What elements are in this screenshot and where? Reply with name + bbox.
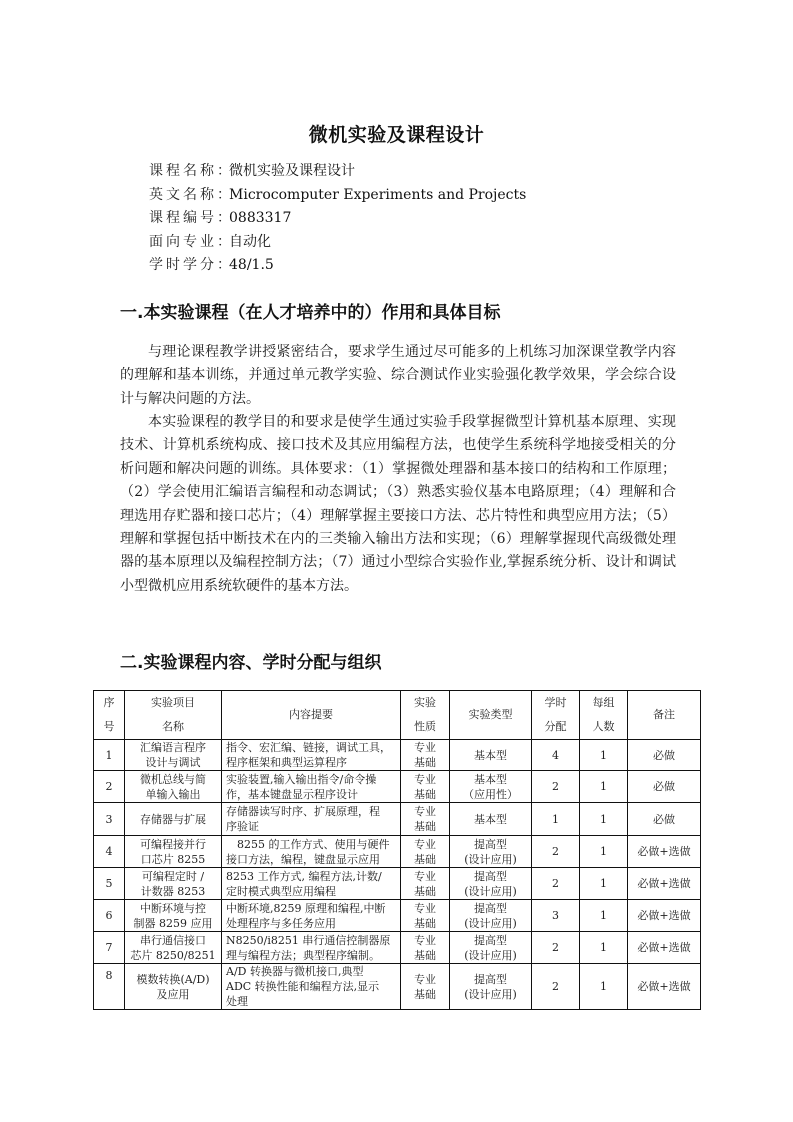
table-row [94,771,701,803]
row-hours: 2 [532,932,580,964]
info-course-name [149,160,526,184]
header-no: 序 号 [94,691,125,740]
row-nature: 专业 基础 [401,900,450,932]
header-nature: 实验 性质 [401,691,450,740]
row-name: 模数转换(A/D) 及应用 [125,964,222,1010]
header-name: 实验项目 名称 [125,691,222,740]
row-nature: 专业 基础 [401,932,450,964]
row-no: 6 [94,900,125,932]
row-no: 5 [94,868,125,900]
row-no: 4 [94,836,125,868]
table-row [94,868,701,900]
row-nature: 专业 基础 [401,803,450,836]
document-title: 微机实验及课程设计 [308,124,485,146]
info-label: 课程编号： [149,210,234,226]
info-value: 自动化 [229,233,271,250]
row-nature: 专业 基础 [401,740,450,771]
row-name: 存储器与扩展 [125,803,222,836]
row-nature: 专业 基础 [401,836,450,868]
row-remark: 必做+选做 [628,900,701,932]
info-value: 48/1.5 [229,257,274,273]
row-name: 汇编语言程序 设计与调试 [125,740,222,771]
row-content: 中断环境,8259 原理和编程,中断 处理程序与多任务应用 [222,900,401,932]
header-content: 内容提要 [222,691,401,740]
row-remark: 必做+选做 [628,836,701,868]
row-group: 1 [580,932,628,964]
header-hours: 学时 分配 [532,691,580,740]
row-hours: 2 [532,868,580,900]
paragraph-2: 本实验课程的教学目的和要求是使学生通过实验手段掌握微型计算机基本原理、实现技术、计算机系统构成、接口技术及其应用编程方法，也使学生系统科学地接受相关的分析问题和解决问题的训练。具体要求：（1）掌握微处理器和基本接口的结构和工作原理；（2）学会使用汇编语言编程和动态调试；（3）熟悉实验仪基本电路原理；（4）理解和合理选用存贮器和接口芯片；（4）理解掌握主要接口方法、芯片特性和典型应用方法；（5）理解和掌握包括中断技术在内的三类输入输出方法和实现；（6）理解掌握现代高级微处理器的基本原理以及编程控制方法；（7）通过小型综合实验作业,掌握系统分析、设计和调试小型微机应用系统软硬件的基本方法。 [120,414,676,594]
row-group: 1 [580,868,628,900]
info-major [149,231,526,255]
table-body [94,740,701,1010]
row-no: 3 [94,803,125,836]
row-group: 1 [580,964,628,1010]
row-no: 1 [94,740,125,771]
row-type: 提高型 (设计应用) [450,900,532,932]
row-no: 7 [94,932,125,964]
table-row [94,740,701,771]
row-type: 基本型 [450,803,532,836]
row-nature: 专业 基础 [401,964,450,1010]
row-group: 1 [580,836,628,868]
row-content: N8250/i8251 串行通信控制器原 理与编程方法；典型程序编制。 [222,932,401,964]
info-label: 面向专业： [149,233,234,250]
row-content: 指令、宏汇编、链接，调试工具， 程序框架和典型运算程序 [222,740,401,771]
section-heading-2: 二.实验课程内容、学时分配与组织 [120,653,382,673]
row-no: 8 [94,964,125,1010]
info-value: 0883317 [229,210,292,226]
info-label: 学时学分： [149,257,234,273]
row-remark: 必做 [628,740,701,771]
row-type: 提高型 (设计应用) [450,964,532,1010]
header-group: 每组 人数 [580,691,628,740]
row-hours: 2 [532,836,580,868]
row-type: 提高型 (设计应用) [450,868,532,900]
row-name: 可编程定时 / 计数器 8253 [125,868,222,900]
row-name: 微机总线与简 单输入输出 [125,771,222,803]
row-hours: 2 [532,964,580,1010]
row-type: 基本型 [450,740,532,771]
table-row [94,900,701,932]
table-row [94,803,701,836]
row-remark: 必做+选做 [628,964,701,1010]
info-value: 微机实验及课程设计 [229,163,355,179]
paragraph-1: 与理论课程教学讲授紧密结合，要求学生通过尽可能多的上机练习加深课堂教学内容的理解和基本训练，并通过单元教学实验、综合测试作业实验强化教学效果，学会综合设计与解决问题的方法。 [120,344,676,407]
row-content: 存储器读写时序、扩展原理，程 序验证 [222,803,401,836]
row-content: A/D 转换器与微机接口,典型 ADC 转换性能和编程方法,显示 处理 [222,964,401,1010]
row-name: 串行通信接口 芯片 8250/8251 [125,932,222,964]
row-hours: 4 [532,740,580,771]
row-hours: 1 [532,803,580,836]
row-hours: 2 [532,771,580,803]
row-remark: 必做 [628,771,701,803]
row-remark: 必做+选做 [628,932,701,964]
course-table [93,690,701,1010]
row-no: 2 [94,771,125,803]
table-header-row [94,691,701,740]
info-english-name [149,184,526,208]
row-content: 8255 的工作方式、使用与硬件 接口方法，编程，键盘显示应用 [222,836,401,868]
table-row [94,836,701,868]
row-type: 基本型 （应用性） [450,771,532,803]
info-label: 英文名称： [149,186,234,203]
row-group: 1 [580,740,628,771]
row-group: 1 [580,803,628,836]
row-remark: 必做 [628,803,701,836]
header-type: 实验类型 [450,691,532,740]
info-course-code [149,207,526,231]
row-group: 1 [580,771,628,803]
course-info [149,160,526,278]
info-label: 课程名称： [149,163,234,179]
row-content: 8253 工作方式, 编程方法,计数/ 定时模式典型应用编程 [222,868,401,900]
row-type: 提高型 (设计应用) [450,932,532,964]
row-type: 提高型 (设计应用) [450,836,532,868]
row-name: 可编程接并行 口芯片 8255 [125,836,222,868]
row-nature: 专业 基础 [401,771,450,803]
info-hours-credits [149,254,526,278]
row-hours: 3 [532,900,580,932]
table-row [94,964,701,1010]
row-remark: 必做+选做 [628,868,701,900]
info-value: Microcomputer Experiments and Projects [229,186,527,203]
table-row [94,932,701,964]
section-heading-1: 一.本实验课程（在人才培养中的）作用和具体目标 [120,303,501,323]
row-content: 实验装置,输入输出指令/命令操 作，基本键盘显示程序设计 [222,771,401,803]
row-group: 1 [580,900,628,932]
row-name: 中断环境与控 制器 8259 应用 [125,900,222,932]
row-nature: 专业 基础 [401,868,450,900]
header-remark: 备注 [628,691,701,740]
